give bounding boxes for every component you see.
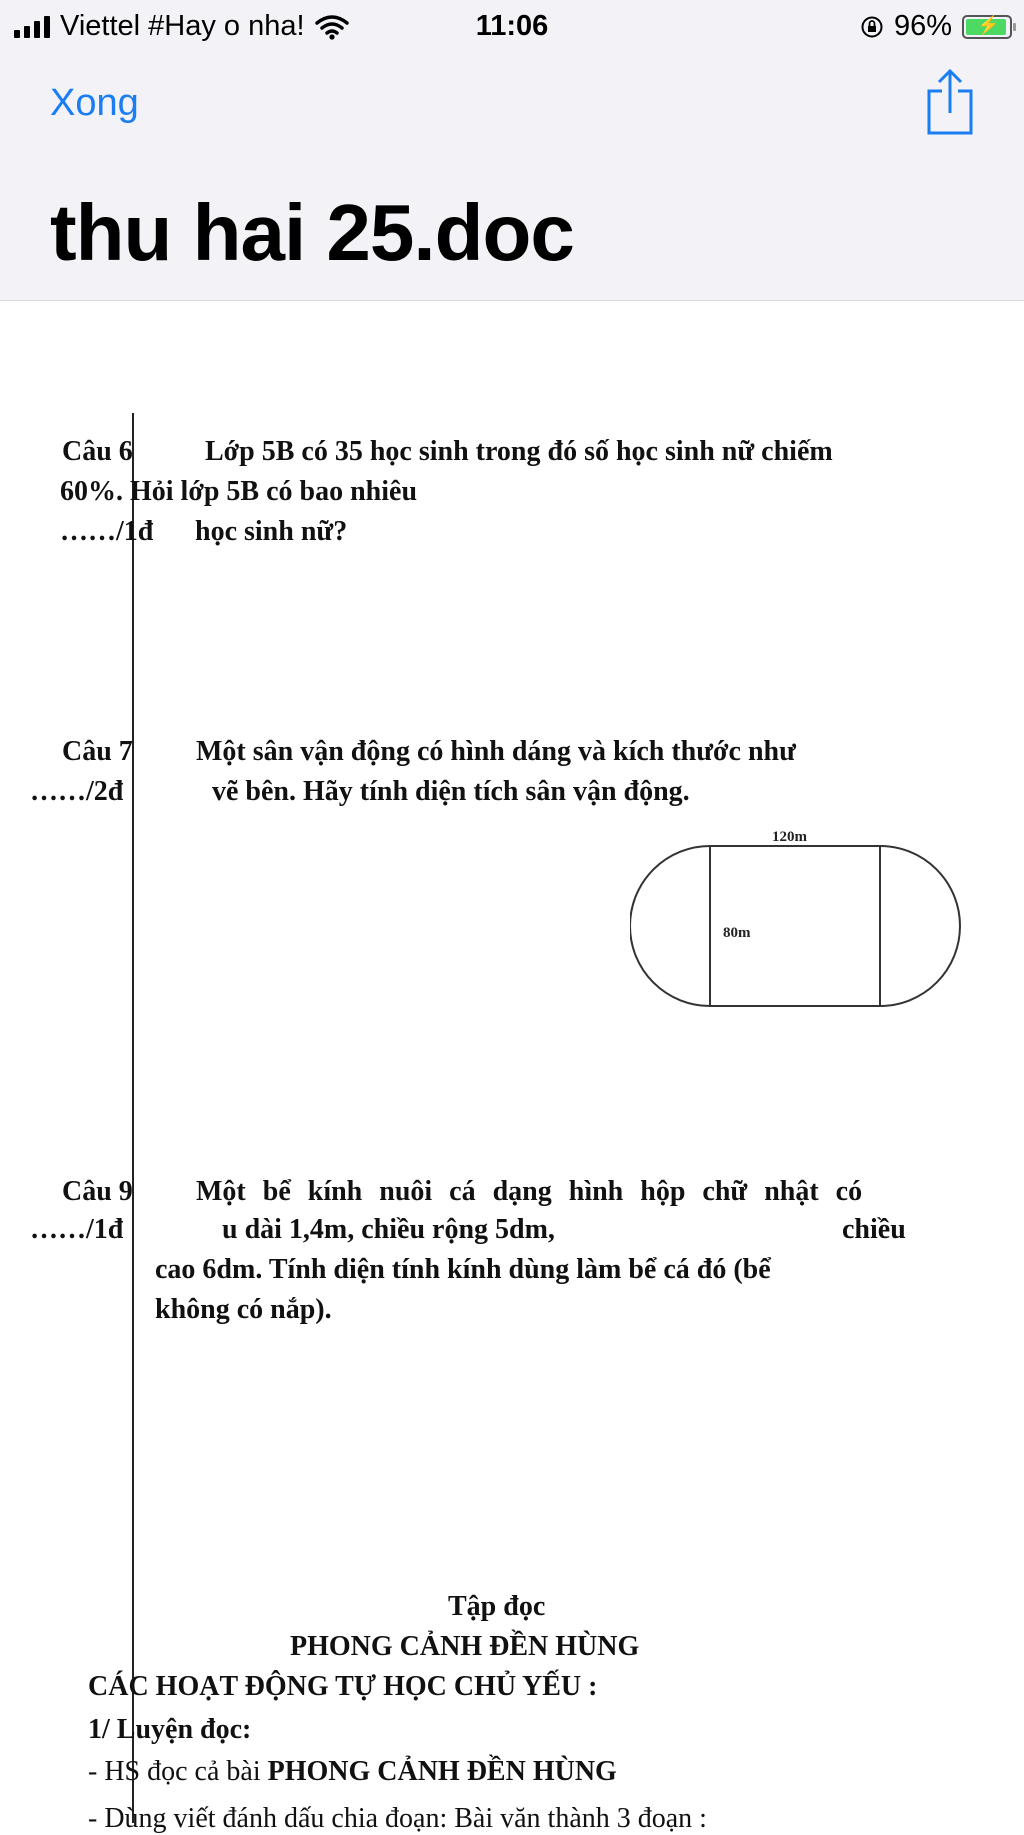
share-icon[interactable] bbox=[924, 67, 976, 137]
reading-bullet-title: PHONG CẢNH ĐỀN HÙNG bbox=[267, 1756, 617, 1787]
question-6-label: Câu 6 bbox=[62, 436, 133, 467]
stadium-width-label: 80m bbox=[723, 925, 751, 941]
carrier-name: Viettel #Hay o nha! bbox=[60, 10, 305, 42]
question-9-line-2b: chiều bbox=[842, 1214, 906, 1245]
done-button[interactable]: Xong bbox=[50, 82, 139, 124]
navigation-bar bbox=[0, 52, 1024, 301]
reading-bullet bbox=[88, 1756, 617, 1788]
section-1-heading: 1/ Luyện đọc: bbox=[88, 1714, 252, 1745]
reading-heading: Tập đọc bbox=[448, 1591, 546, 1622]
question-7-line-2: vẽ bên. Hãy tính diện tích sân vận động. bbox=[212, 776, 690, 807]
document-title: thu hai 25.doc bbox=[50, 188, 574, 277]
question-6-line-2: 60%. Hỏi lớp 5B có bao nhiêu bbox=[60, 476, 418, 507]
document-view[interactable] bbox=[0, 301, 1024, 1834]
status-bar bbox=[0, 0, 1024, 52]
status-right bbox=[860, 10, 1012, 43]
reading-cut-line: - Dùng viết đánh dấu chia đoạn: Bài văn thành 3 đoạn : bbox=[88, 1803, 707, 1834]
orientation-lock-icon bbox=[860, 15, 884, 39]
question-9-line-1: Một bể kính nuôi cá dạng hình hộp chữ nhật có bbox=[196, 1176, 863, 1207]
question-7-label: Câu 7 bbox=[62, 736, 133, 767]
question-6-score: ……/1đ bbox=[60, 516, 154, 547]
question-9-label: Câu 9 bbox=[62, 1176, 133, 1207]
stadium-figure bbox=[630, 826, 970, 1026]
question-6-line-3: học sinh nữ? bbox=[195, 516, 348, 547]
question-9-line-2a: u dài 1,4m, chiều rộng 5dm, bbox=[222, 1214, 555, 1245]
status-time: 11:06 bbox=[475, 10, 549, 42]
question-9-line-3: cao 6dm. Tính diện tính kính dùng làm bể cá đó (bể bbox=[155, 1254, 771, 1285]
reading-bullet-prefix: - HS đọc cả bài bbox=[88, 1756, 268, 1787]
battery-percent: 96% bbox=[893, 10, 952, 42]
stadium-length-label: 120m bbox=[772, 829, 807, 845]
question-9-score: ……/1đ bbox=[30, 1214, 124, 1245]
question-7-score: ……/2đ bbox=[30, 776, 124, 807]
battery-charging-icon: ⚡ bbox=[962, 15, 1012, 39]
activities-heading: CÁC HOẠT ĐỘNG TỰ HỌC CHỦ YẾU : bbox=[88, 1671, 598, 1702]
question-6-line-1: Lớp 5B có 35 học sinh trong đó số học sinh nữ chiếm bbox=[205, 436, 833, 467]
question-9-line-4: không có nắp). bbox=[155, 1294, 332, 1325]
margin-line bbox=[132, 413, 134, 1823]
question-7-line-1: Một sân vận động có hình dáng và kích thước như bbox=[196, 736, 796, 767]
reading-title: PHONG CẢNH ĐỀN HÙNG bbox=[290, 1631, 640, 1662]
